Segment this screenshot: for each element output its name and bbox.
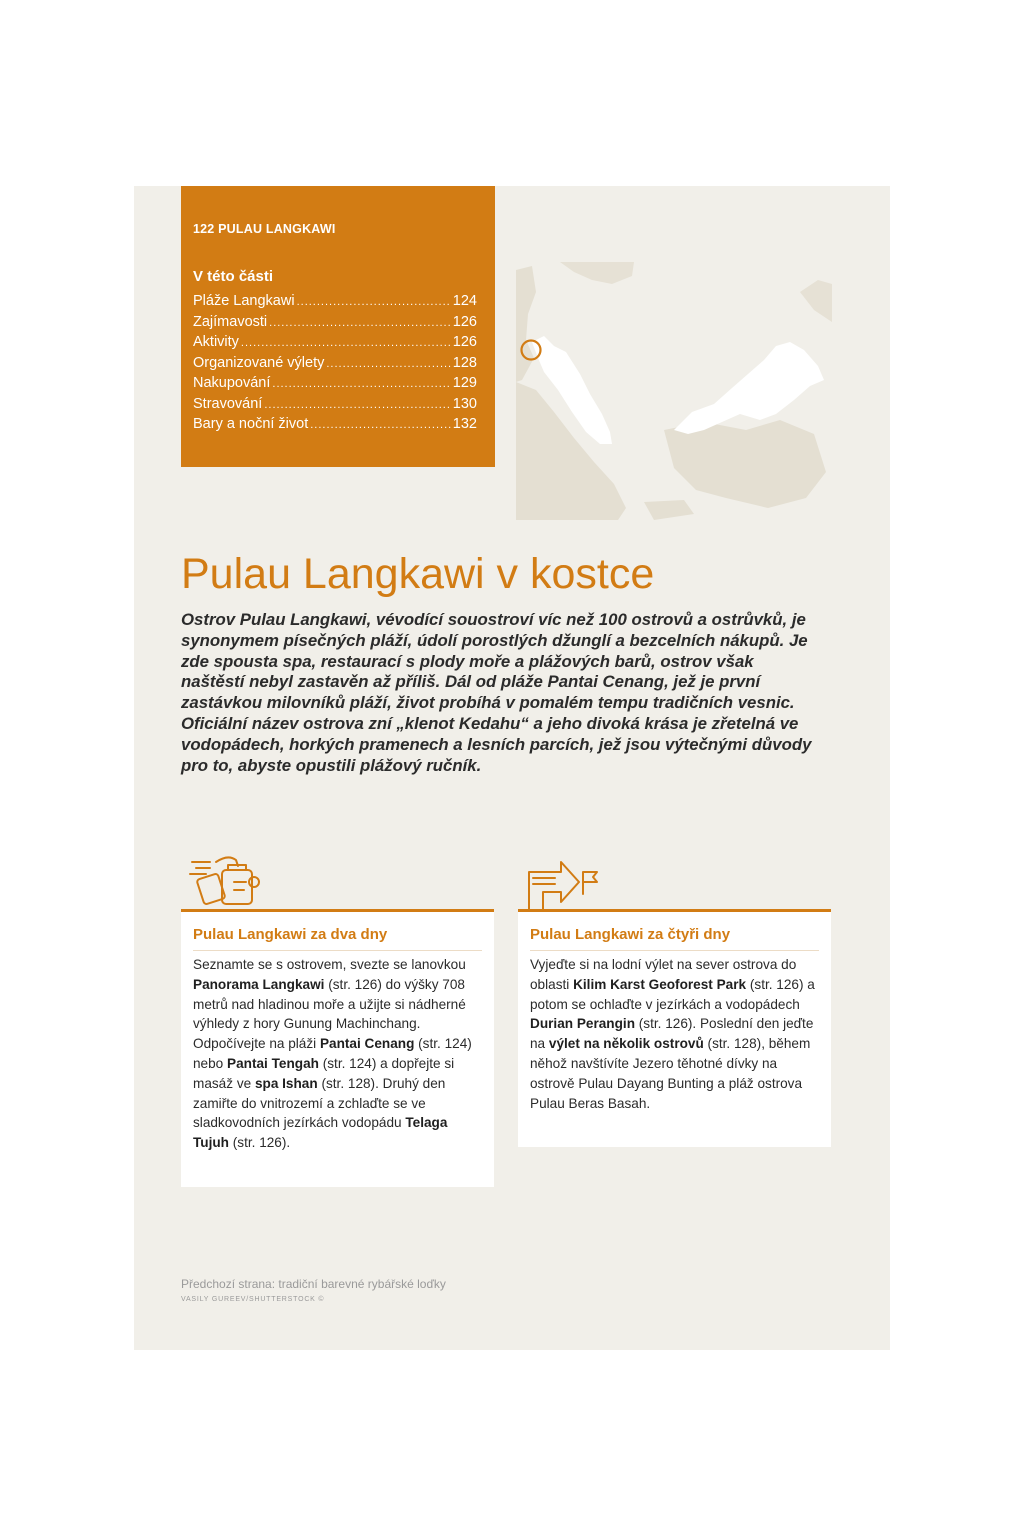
toc-item-label: Pláže Langkawi xyxy=(193,293,295,309)
text-run: (str. 124) nebo xyxy=(193,1036,472,1071)
toc-item-label: Nakupování xyxy=(193,375,271,391)
toc-item-page: 130 xyxy=(452,395,477,412)
toc-item[interactable] xyxy=(193,334,477,355)
leader-dots xyxy=(326,358,450,370)
toc-item[interactable] xyxy=(193,416,477,437)
direction-sign-icon xyxy=(525,858,605,912)
text-run: Seznamte se s ostrovem, svezte se lanovkou xyxy=(193,957,466,972)
itinerary-title: Pulau Langkawi za dva dny xyxy=(193,926,388,943)
text-run: (str. 124) a dopřejte si masáž ve xyxy=(193,1055,455,1091)
toc-item[interactable] xyxy=(193,293,477,314)
toc-item-page: 124 xyxy=(452,293,477,309)
itinerary-card-two-days xyxy=(181,909,494,1187)
leader-dots xyxy=(272,378,450,390)
bold-place-name: Pantai Cenang xyxy=(319,1036,415,1052)
leader-dots xyxy=(269,317,451,329)
toc-item[interactable] xyxy=(193,355,477,376)
toc-item-label: Zajímavosti xyxy=(193,313,268,330)
text-run: (str. 126). xyxy=(228,1135,291,1151)
text-run: Vyjeďte si na lodní výlet na sever ostrova do oblasti xyxy=(530,957,797,992)
divider xyxy=(193,950,482,951)
leader-dots xyxy=(241,337,451,349)
photo-caption: Předchozí strana: tradiční barevné rybářské loďky xyxy=(181,1277,446,1291)
bold-place-name: spa Ishan xyxy=(254,1075,318,1091)
intro-paragraph: Ostrov Pulau Langkawi, vévodící souostroví víc než 100 ostrovů a ostrůvků, je synonymem písečných pláží, údolí porostlých džunglí a bezcelních nákupů. Je zde spousta spa, restaurací s plody moře a plážových barů, ostrov však naštěstí nebyl zastavěn až příliš. Dál od pláže Pantai Cenang, jež je první zastávkou milovníků pláží, život probíhá v pomalém tempu tradičních vesnic. Oficiální název ostrova zní „klenot Kedahu“ a jeho divoká krása je zřetelná ve vodopádech, horkých pramenech a lesních parcích, jež jsou výtečnými důvody pro to, abyste opustili plážový ručník. xyxy=(181,610,812,775)
bold-place-name: výlet na několik ostrovů xyxy=(548,1036,704,1052)
toc-title: V této části xyxy=(193,268,274,285)
toc-item-label: Stravování xyxy=(193,395,263,412)
itinerary-text xyxy=(530,955,815,1113)
toc-item-label: Organizované výlety xyxy=(193,354,325,371)
page-title: Pulau Langkawi v kostce xyxy=(181,550,655,598)
text-run: (str. 126) a potom se ochlaďte v jezírkách a vodopádech xyxy=(530,976,815,1012)
toc-box xyxy=(181,186,495,467)
itinerary-text xyxy=(193,955,478,1153)
toc-item-page: 126 xyxy=(452,313,477,330)
itinerary-title: Pulau Langkawi za čtyři dny xyxy=(530,926,731,943)
luggage-icon xyxy=(188,852,268,910)
leader-dots xyxy=(264,399,450,411)
toc-item-page: 128 xyxy=(452,354,477,371)
bold-place-name: Kilim Karst Geoforest Park xyxy=(573,976,747,992)
bold-place-name: Pantai Tengah xyxy=(227,1055,319,1071)
toc-list xyxy=(193,293,477,437)
toc-item[interactable] xyxy=(193,314,477,335)
toc-item[interactable] xyxy=(193,396,477,417)
text-run: (str. 128). Druhý den zamiřte do vnitrozemí a zchlaďte se ve sladkovodních jezírkách vodopádu xyxy=(193,1075,446,1131)
toc-item-label: Bary a noční život xyxy=(193,416,309,432)
toc-item[interactable] xyxy=(193,375,477,396)
running-head: 122 PULAU LANGKAWI xyxy=(193,222,336,236)
text-run: (str. 126). Poslední den jeďte na xyxy=(530,1016,814,1052)
divider xyxy=(530,950,819,951)
toc-item-page: 132 xyxy=(452,416,477,432)
text-run: (str. 128), během něhož navštívíte Jezero těhotné dívky na ostrově Pulau Dayang Bunting a pláž ostrova Pulau Beras Basah. xyxy=(530,1036,811,1111)
text-run: (str. 126) do výšky 708 metrů nad hladinou moře a užijte si nádherné výhledy z hory Gunung Machinchang. Odpočívejte na pláži xyxy=(193,976,466,1052)
toc-item-label: Aktivity xyxy=(193,334,239,350)
locator-map xyxy=(514,262,832,522)
leader-dots xyxy=(310,419,451,431)
itinerary-card-four-days xyxy=(518,909,831,1147)
bold-place-name: Telaga Tujuh xyxy=(193,1115,448,1151)
toc-item-page: 129 xyxy=(452,375,477,391)
bold-place-name: Durian Perangin xyxy=(530,1016,635,1032)
leader-dots xyxy=(297,296,451,308)
photo-credit: VASILY GUREEV/SHUTTERSTOCK © xyxy=(181,1296,325,1303)
toc-item-page: 126 xyxy=(452,334,477,350)
bold-place-name: Panorama Langkawi xyxy=(193,976,325,992)
